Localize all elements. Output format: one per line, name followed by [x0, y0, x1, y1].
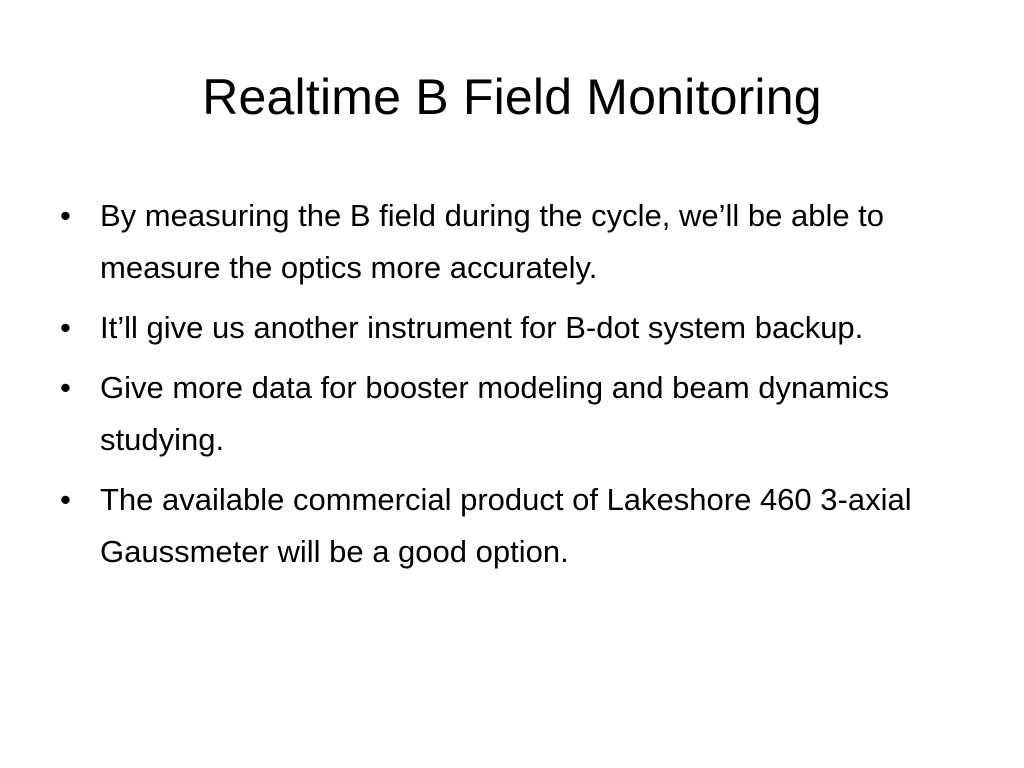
bullet-text: Give more data for booster modeling and beam dynamics studying.: [100, 370, 890, 457]
bullet-item: [58, 474, 978, 578]
bullet-icon: •: [60, 482, 71, 517]
bullet-text: It’ll give us another instrument for B-dot system backup.: [100, 310, 864, 345]
bullet-icon: •: [60, 370, 71, 405]
bullet-item: [58, 362, 978, 466]
bullet-icon: •: [60, 310, 71, 345]
bullet-icon: •: [60, 198, 71, 233]
bullet-list: [58, 190, 978, 586]
bullet-item: [58, 190, 978, 294]
slide-title: Realtime B Field Monitoring: [202, 69, 822, 125]
bullet-text: By measuring the B field during the cycle, we’ll be able to measure the optics more accurately.: [100, 198, 885, 285]
bullet-text: The available commercial product of Lakeshore 460 3-axial Gaussmeter will be a good option.: [100, 482, 912, 569]
bullet-item: [58, 302, 978, 354]
